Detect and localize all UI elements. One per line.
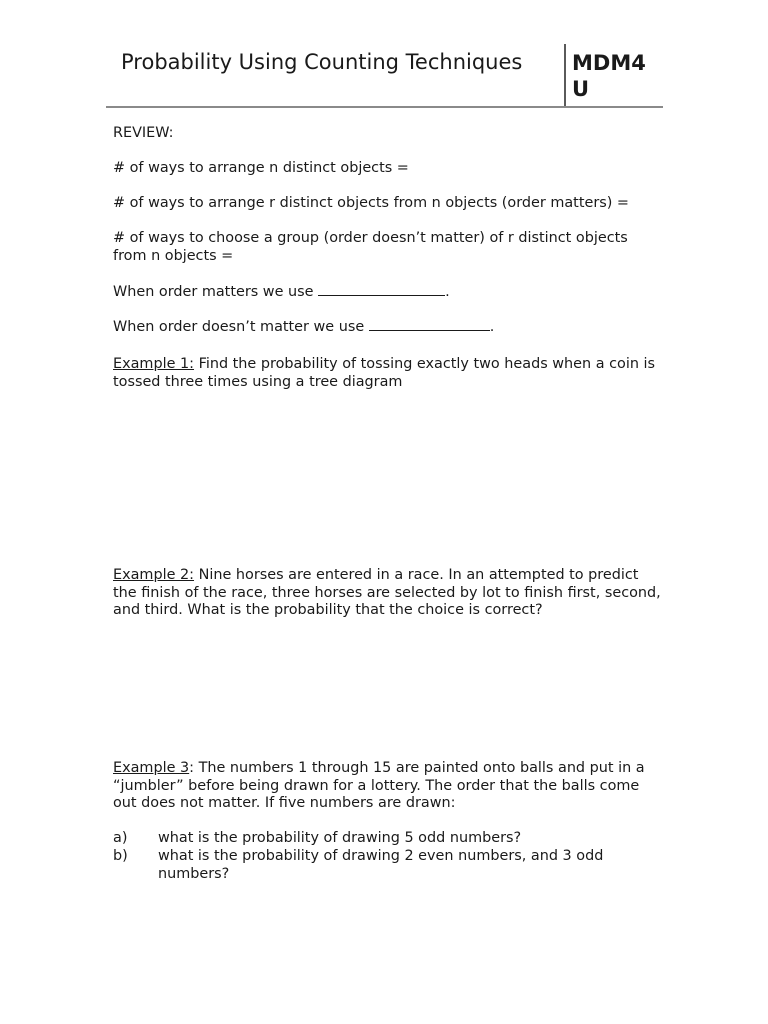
review-question-5 <box>113 318 663 337</box>
part-a-letter: a) <box>113 830 128 846</box>
review-question-4 <box>113 283 663 302</box>
example-3-text: : The numbers 1 through 15 are painted onto balls and put in a “jumbler” before being drawn for a lottery. The order that the balls come out does not matter. If five numbers are drawn: <box>113 760 645 811</box>
review-question-1: # of ways to arrange n distinct objects = <box>113 160 409 176</box>
review-question-5-text: When order doesn’t matter we use <box>113 319 365 335</box>
example-2-label: Example 2: <box>113 567 195 583</box>
example-1 <box>113 356 663 391</box>
answer-blank-1[interactable] <box>318 283 445 296</box>
part-a-text: what is the probability of drawing 5 odd numbers? <box>158 830 522 846</box>
review-question-4-text: When order matters we use <box>113 284 314 300</box>
example-3-part-b <box>113 848 663 888</box>
part-b-letter: b) <box>113 848 128 864</box>
review-question-4-period: . <box>445 284 450 300</box>
page-title: Probability Using Counting Techniques <box>121 50 523 74</box>
review-question-3: # of ways to choose a group (order doesn’t matter) of r distinct objects from n objects = <box>113 230 628 264</box>
review-question-5-period: . <box>489 319 495 335</box>
review-heading: REVIEW: <box>113 125 174 141</box>
review-question-2: # of ways to arrange r distinct objects from n objects (order matters) = <box>113 195 629 211</box>
example-2 <box>113 567 663 620</box>
example-3-label: Example 3 <box>113 760 190 776</box>
example-1-text: Find the probability of tossing exactly two heads when a coin is tossed three times using a tree diagram <box>113 356 656 390</box>
answer-blank-2[interactable] <box>369 318 490 331</box>
example-1-label: Example 1: <box>113 356 195 372</box>
course-code: MDM4U <box>572 51 646 101</box>
example-2-text: Nine horses are entered in a race. In an attempted to predict the finish of the race, three horses are selected by lot to finish first, second, and third. What is the probability that the choice is correct? <box>113 567 661 618</box>
header-divider <box>564 44 566 106</box>
example-3-part-a <box>113 830 663 850</box>
example-3 <box>113 760 663 813</box>
part-b-text: what is the probability of drawing 2 even numbers, and 3 odd numbers? <box>158 848 604 882</box>
document-header <box>106 44 663 108</box>
